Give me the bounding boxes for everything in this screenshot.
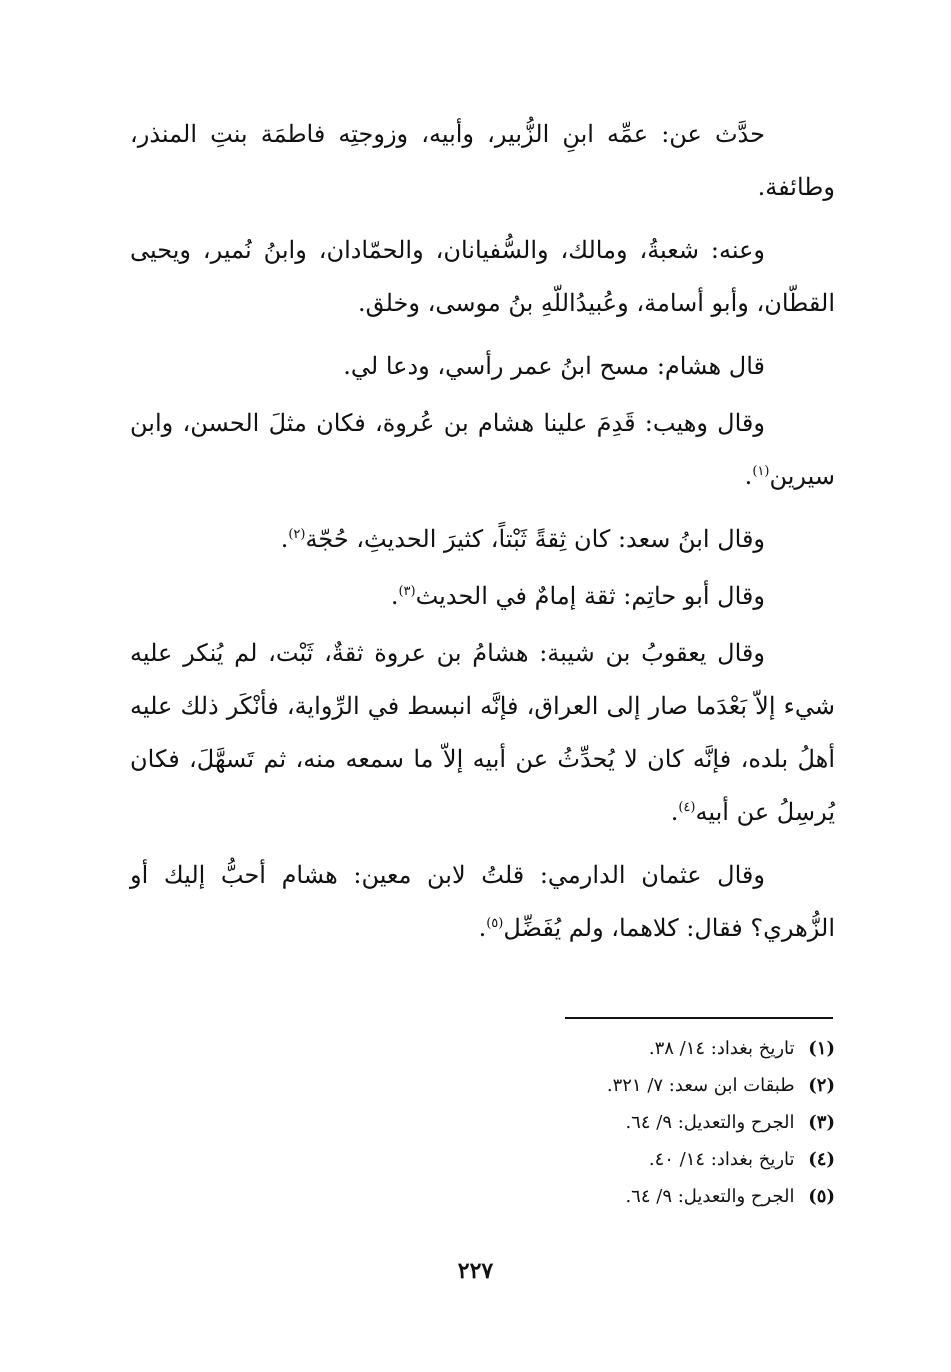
text-line: أو الزُّهري؟ فقال: كلاهما، ولم يُفَضِّل: [130, 861, 835, 942]
paragraph-wuhayb-quote: [130, 397, 835, 503]
footnote-marker[interactable]: (٥): [486, 916, 504, 931]
footnote-text: الجرح والتعديل: ٩/ ٦٤.: [625, 1186, 795, 1207]
footnote-marker[interactable]: (٢): [288, 527, 306, 542]
text-tail: .: [478, 914, 487, 942]
paragraph-yaqub-quote: [130, 627, 835, 839]
footnote-number: (٤): [808, 1149, 835, 1170]
footnote-marker[interactable]: (١): [752, 464, 770, 479]
paragraph-abu-hatim-quote: [130, 570, 835, 623]
footnote-item: [430, 1030, 835, 1067]
footnote-number: (١): [808, 1038, 835, 1059]
text-line: ويحيى القطّان، وأبو أسامة، وعُبيدُاللّهِ بنُ موسى، وخلق.: [130, 236, 835, 317]
paragraph-teachers: [130, 108, 835, 214]
text-line: وطائفة.: [757, 173, 835, 201]
footnote-item: [430, 1141, 835, 1178]
text-tail: .: [744, 462, 753, 490]
text-line: وقال يعقوبُ بن شيبة: هشامُ بن عروة ثقةٌ، ثَبْت، لم يُنكر عليه: [130, 639, 765, 667]
paragraph-darimi-quote: [130, 849, 835, 955]
text-tail: .: [390, 582, 399, 610]
text-line: وقال ابنُ سعد: كان ثِقةً ثَبْتاً، كثيرَ الحديثِ، حُجّة: [305, 525, 765, 553]
main-text: [130, 108, 835, 965]
footnote-item: [430, 1104, 835, 1141]
text-line: شيء إلاّ بَعْدَما صار إلى العراق، فإنَّه انبسط في الرِّواية، فأنْكَر ذلك عليه: [130, 692, 835, 720]
page-number: ٢٢٧: [457, 1258, 494, 1284]
footnote-marker[interactable]: (٣): [398, 584, 416, 599]
paragraph-students: [130, 224, 835, 330]
footnote-number: (٣): [808, 1112, 835, 1133]
footnote-marker[interactable]: (٤): [678, 800, 696, 815]
text-line: أهلُ بلده، فإنَّه كان لا يُحدِّثُ عن أبيه إلاّ ما سمعه منه، ثم تَسهَّلَ، فكان: [130, 745, 835, 773]
text-line: حدَّث عن: عمِّه ابنِ الزُّبير، وأبيه، وزوجتِه فاطمَة بنتِ المنذر،: [130, 120, 765, 148]
footnotes: [430, 1030, 835, 1215]
footnote-divider: [565, 1017, 833, 1019]
text-line: وابن سيرين: [130, 409, 835, 490]
text-line: وقال عثمان الدارمي: قلتُ لابن معين: هشام أحبُّ إليك: [163, 861, 765, 889]
footnote-item: [430, 1067, 835, 1104]
text-tail: .: [280, 525, 289, 553]
paragraph-hisham-quote: [130, 340, 835, 393]
footnote-number: (٥): [808, 1186, 835, 1207]
paragraph-ibn-saad-quote: [130, 513, 835, 566]
footnote-item: [430, 1178, 835, 1215]
text-line: يُرسِلُ عن أبيه: [695, 798, 835, 826]
text-line: وقال وهيب: قَدِمَ علينا هشام بن عُروة، فكان مثلَ الحسن،: [182, 409, 765, 437]
footnote-text: تاريخ بغداد: ١٤/ ٣٨.: [648, 1038, 795, 1059]
footnote-text: الجرح والتعديل: ٩/ ٦٤.: [625, 1112, 795, 1133]
text-line: قال هشام: مسح ابنُ عمر رأسي، ودعا لي.: [343, 352, 765, 380]
text-tail: .: [670, 798, 679, 826]
text-line: وقال أبو حاتِم: ثقة إمامٌ في الحديث: [415, 582, 765, 610]
text-line: وعنه: شعبةُ، ومالك، والسُّفيانان، والحمّادان، وابنُ نُمير،: [202, 236, 765, 264]
footnote-number: (٢): [808, 1075, 835, 1096]
footnote-text: تاريخ بغداد: ١٤/ ٤٠.: [648, 1149, 795, 1170]
footnote-text: طبقات ابن سعد: ٧/ ٣٢١.: [606, 1075, 795, 1096]
